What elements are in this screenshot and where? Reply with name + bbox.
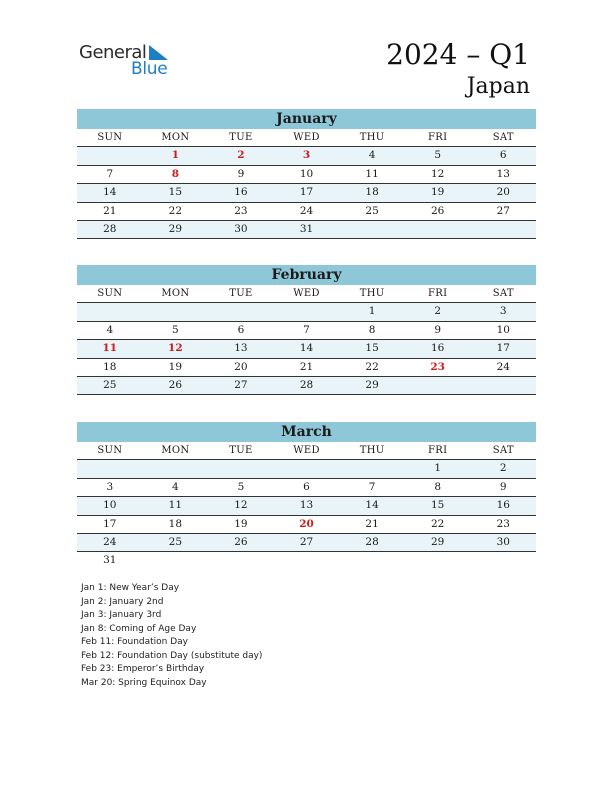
weekday-label: FRI [428,445,448,456]
empty-day-cell [274,460,340,477]
day-cell: 17 [496,342,510,355]
month-title: March [77,422,536,442]
day-cell: 1 [368,305,376,318]
day-cell: 23 [496,517,510,530]
day-cell: 17 [299,186,314,199]
holiday-note: Jan 2: January 2nd [81,596,164,607]
day-cell: 16 [496,499,510,512]
empty-day-cell [470,377,536,394]
day-cell: 22 [168,204,183,217]
day-cell: 12 [168,342,183,355]
empty-day-cell [208,460,274,477]
empty-day-cell [208,552,274,569]
week-row [77,303,536,321]
day-cell: 1 [434,462,442,475]
day-cell: 21 [365,517,379,530]
empty-day-cell [339,221,405,238]
empty-day-cell [274,552,340,569]
day-cell: 24 [103,535,117,548]
day-cell: 8 [368,323,376,336]
holiday-note: Jan 1: New Year’s Day [81,583,180,593]
day-cell: 27 [234,378,248,391]
week-row [77,460,536,478]
weekday-label: TUE [229,288,253,299]
day-cell: 15 [168,186,183,199]
day-cell: 8 [434,480,442,493]
day-cell: 12 [234,499,248,512]
day-cell: 20 [496,186,510,199]
week-row [77,221,536,239]
week-row [77,516,536,534]
day-cell: 2 [237,149,245,162]
day-cell: 10 [103,499,117,512]
weeks-container [77,303,536,395]
day-cell: 26 [234,535,248,548]
holiday-note: Feb 12: Foundation Day (substitute day) [81,650,263,661]
week-row [77,359,536,377]
weekday-label: MON [161,132,190,143]
day-cell: 6 [237,323,245,336]
day-cell: 6 [303,480,310,493]
day-cell: 19 [234,517,248,530]
day-cell: 18 [103,360,117,373]
day-cell: 8 [171,167,180,180]
day-cell: 4 [172,480,179,493]
day-cell: 22 [365,360,379,373]
day-cell: 25 [168,535,183,548]
week-row [77,340,536,358]
day-cell: 13 [234,342,248,355]
weekday-label: SUN [97,288,123,299]
empty-day-cell [405,552,471,569]
day-cell: 21 [299,360,314,373]
week-row [77,203,536,221]
day-cell: 14 [103,186,117,199]
day-cell: 25 [365,204,379,217]
day-cell: 23 [430,360,445,373]
day-cell: 6 [499,149,507,162]
empty-day-cell [405,377,471,394]
month-march [77,422,536,570]
empty-day-cell [339,460,405,477]
weekday-label: SAT [492,288,514,299]
weekday-label: TUE [229,445,253,456]
day-cell: 14 [299,342,314,355]
day-cell: 16 [234,186,248,199]
day-cell: 29 [430,535,445,548]
empty-day-cell [470,221,536,238]
holiday-note: Feb 23: Emperor’s Birthday [81,664,205,674]
day-cell: 5 [434,149,442,162]
day-cell: 3 [499,305,507,318]
day-cell: 4 [106,323,114,336]
logo-text-general: General [79,42,147,63]
weeks-container [77,460,536,569]
day-cell: 29 [365,378,379,391]
day-cell: 9 [237,167,245,180]
weekday-label: WED [293,445,320,456]
month-title: February [77,265,536,285]
day-cell: 15 [430,499,445,512]
day-cell: 20 [299,517,314,530]
day-cell: 15 [365,342,379,355]
day-cell: 17 [103,517,117,530]
week-row [77,497,536,515]
day-cell: 18 [168,517,183,530]
page-title: 2024 – Q1 [386,38,530,71]
day-cell: 30 [496,535,510,548]
holiday-note: Jan 3: January 3rd [81,610,162,620]
empty-day-cell [77,460,143,477]
empty-day-cell [470,552,536,569]
empty-day-cell [405,221,471,238]
day-cell: 13 [496,167,510,180]
day-cell: 7 [303,323,310,336]
day-cell: 3 [106,480,114,493]
day-cell: 20 [234,360,248,373]
holiday-note: Mar 20: Spring Equinox Day [81,677,207,688]
day-cell: 28 [365,535,379,548]
holiday-notes [81,582,262,690]
day-cell: 16 [430,342,445,355]
week-row [77,147,536,165]
day-cell: 29 [168,222,183,235]
day-cell: 7 [106,167,114,180]
empty-day-cell [143,552,209,569]
day-cell: 27 [496,204,510,217]
day-cell: 2 [499,462,507,475]
day-cell: 31 [299,222,314,235]
day-cell: 22 [430,517,445,530]
day-cell: 25 [103,378,117,391]
weekday-label: MON [161,288,190,299]
day-cell: 21 [103,204,117,217]
week-row [77,534,536,552]
country-name: Japan [466,74,530,99]
day-cell: 9 [434,323,442,336]
day-cell: 5 [237,480,245,493]
day-cell: 23 [234,204,248,217]
day-cell: 9 [499,480,507,493]
day-cell: 2 [434,305,442,318]
weekday-label: FRI [428,288,448,299]
holiday-note: Feb 11: Foundation Day [81,637,189,647]
weekday-label: SUN [97,132,123,143]
weekday-header-row [77,285,536,303]
empty-day-cell [143,460,209,477]
week-row [77,166,536,184]
day-cell: 28 [103,222,117,235]
empty-day-cell [77,147,143,164]
week-row [77,552,536,569]
week-row [77,184,536,202]
day-cell: 5 [172,323,179,336]
day-cell: 12 [430,167,445,180]
day-cell: 24 [496,360,510,373]
weekday-label: SUN [97,445,123,456]
empty-day-cell [208,303,274,320]
day-cell: 31 [103,554,117,567]
day-cell: 18 [365,186,379,199]
day-cell: 4 [368,149,376,162]
weekday-label: FRI [428,132,448,143]
day-cell: 27 [299,535,314,548]
day-cell: 13 [299,499,314,512]
month-february [77,265,536,395]
day-cell: 30 [234,222,248,235]
day-cell: 11 [168,499,183,512]
weekday-header-row [77,442,536,460]
day-cell: 10 [299,167,314,180]
weeks-container [77,147,536,239]
weekday-label: SAT [492,445,514,456]
day-cell: 10 [496,323,510,336]
day-cell: 7 [368,480,376,493]
weekday-label: MON [161,445,190,456]
month-january [77,109,536,239]
day-cell: 24 [299,204,314,217]
week-row [77,479,536,497]
weekday-label: THU [359,445,385,456]
holiday-note: Jan 8: Coming of Age Day [81,623,197,634]
logo-text-blue: Blue [131,59,168,79]
weekday-label: TUE [229,132,253,143]
empty-day-cell [143,303,209,320]
weekday-label: THU [359,288,385,299]
week-row [77,377,536,395]
day-cell: 19 [430,186,445,199]
empty-day-cell [77,303,143,320]
weekday-label: THU [359,132,385,143]
day-cell: 14 [365,499,379,512]
weekday-label: SAT [492,132,514,143]
empty-day-cell [339,552,405,569]
day-cell: 26 [430,204,445,217]
weekday-header-row [77,129,536,147]
day-cell: 1 [171,149,180,162]
weekday-label: WED [293,288,320,299]
week-row [77,322,536,340]
day-cell: 11 [102,342,118,355]
day-cell: 28 [299,378,314,391]
empty-day-cell [274,303,340,320]
day-cell: 19 [168,360,183,373]
day-cell: 11 [365,167,379,180]
day-cell: 26 [168,378,183,391]
day-cell: 3 [302,149,311,162]
month-title: January [77,109,536,129]
generalblue-logo [79,42,179,82]
weekday-label: WED [293,132,320,143]
